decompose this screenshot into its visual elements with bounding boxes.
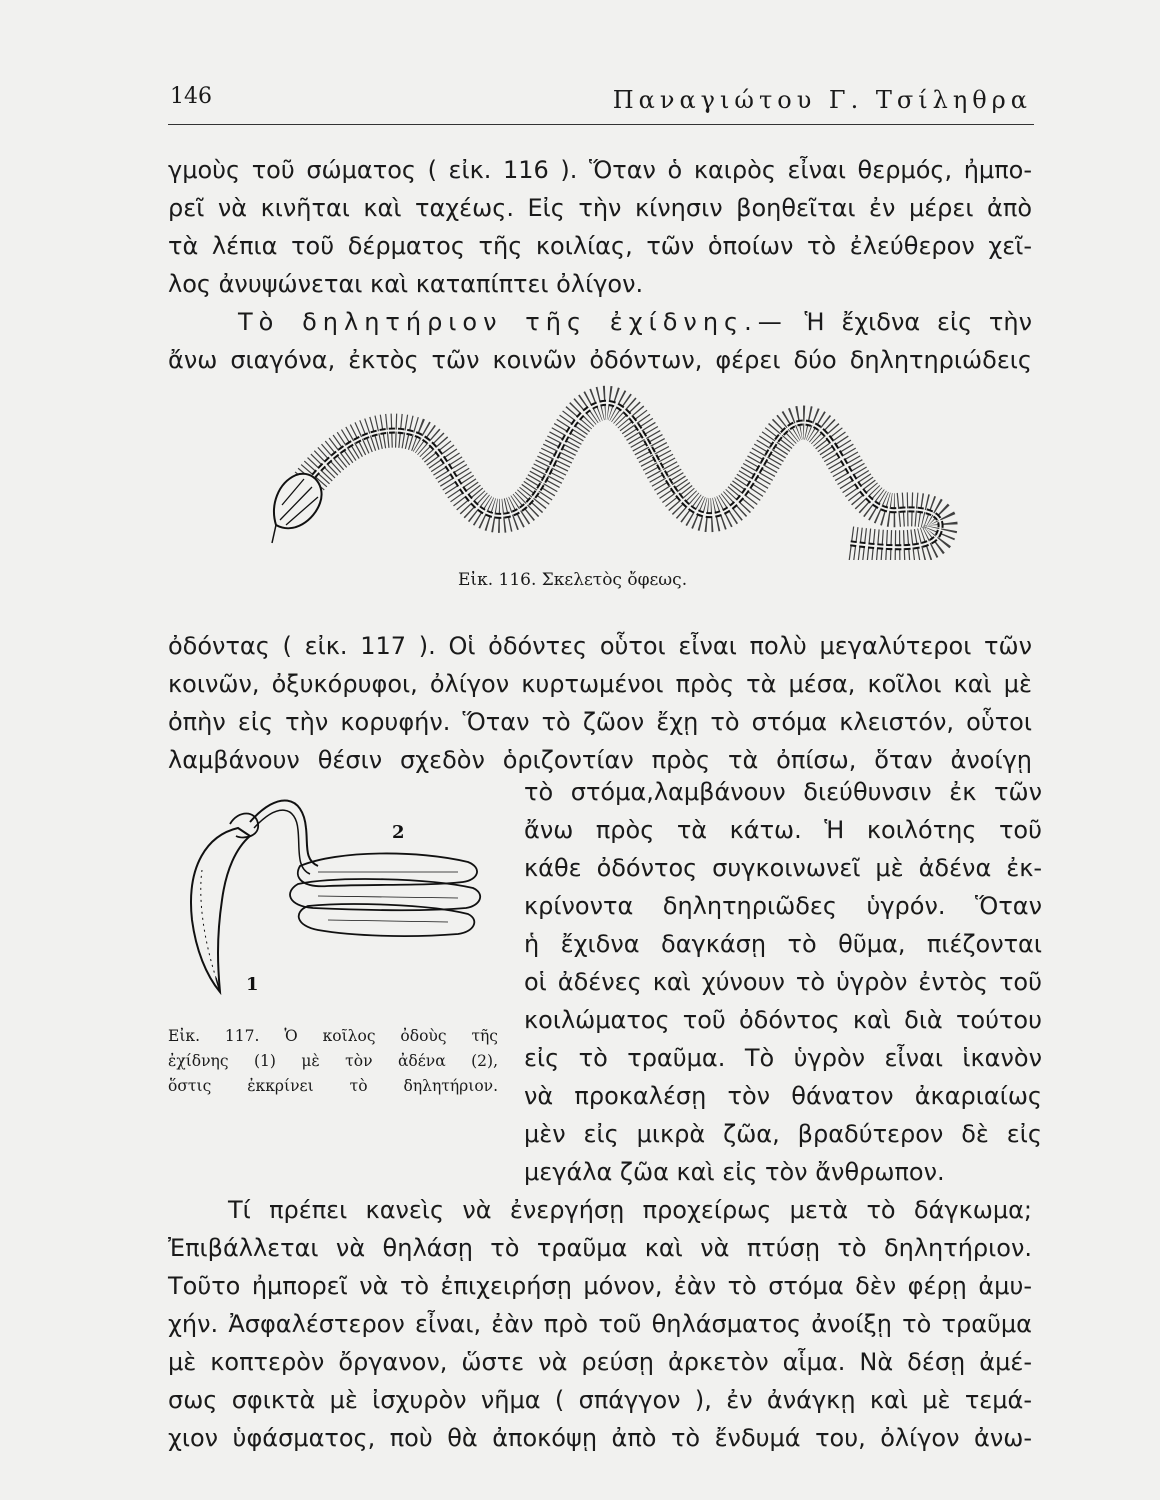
- text-line: τὰ λέπια τοῦ δέρματος τῆς κοιλίας, τῶν ὁποίων τὸ ἐλεύθερον χεῖ-: [168, 232, 1032, 260]
- figure-117-caption-line: Εἰκ. 117. Ὁ κοῖλος ὀδοὺς τῆς: [168, 1027, 498, 1045]
- section-heading: Τὸ δηλητήριον τῆς ἐχίδνης.—: [238, 308, 788, 336]
- snake-skeleton-figure: [268, 375, 958, 560]
- text-line: μὲν εἰς μικρὰ ζῶα, βραδύτερον δὲ εἰς: [524, 1120, 1042, 1148]
- text-line: κοινῶν, ὀξυκόρυφοι, ὀλίγον κυρτωμένοι πρὸς τὰ μέσα, κοῖλοι καὶ μὲ: [168, 670, 1032, 698]
- text-line: εἰς τὸ τραῦμα. Τὸ ὑγρὸν εἶναι ἱκανὸν: [524, 1044, 1042, 1072]
- text-line: νὰ προκαλέσῃ τὸν θάνατον ἀκαριαίως: [524, 1082, 1042, 1110]
- fang-gland-figure: [178, 780, 498, 995]
- text-line: Τοῦτο ἠμπορεῖ νὰ τὸ ἐπιχειρήσῃ μόνον, ἐὰν τὸ στόμα δὲν φέρῃ ἀμυ-: [168, 1272, 1032, 1300]
- text-line: χιον ὑφάσματος, ποὺ θὰ ἀποκόψῃ ἀπὸ τὸ ἔνδυμά του, ὀλίγον ἀνω-: [168, 1424, 1032, 1452]
- text-line: τὸ στόμα,λαμβάνουν διεύθυνσιν ἐκ τῶν: [524, 778, 1042, 806]
- text-line: μὲ κοπτερὸν ὄργανον, ὥστε νὰ ρεύσῃ ἀρκετὸν αἷμα. Νὰ δέσῃ ἀμέ-: [168, 1348, 1032, 1376]
- figure-label-2: 2: [392, 822, 405, 843]
- text-line: Τί πρέπει κανεὶς νὰ ἐνεργήσῃ προχείρως μετὰ τὸ δάγκωμα;: [228, 1196, 1032, 1224]
- figure-117-caption-line: ὅστις ἐκκρίνει τὸ δηλητήριον.: [168, 1077, 498, 1095]
- text-line: κάθε ὀδόντος συγκοινωνεῖ μὲ ἀδένα ἐκ-: [524, 854, 1042, 882]
- section-heading-line: [238, 303, 1032, 341]
- text-line: κρίνοντα δηλητηριῶδες ὑγρόν. Ὅταν: [524, 892, 1042, 920]
- text-line: κοιλώματος τοῦ ὀδόντος καὶ διὰ τούτου: [524, 1006, 1042, 1034]
- figure-label-1: 1: [246, 974, 259, 995]
- text-line: ρεῖ νὰ κινῆται καὶ ταχέως. Εἰς τὴν κίνησιν βοηθεῖται ἐν μέρει ἀπὸ: [168, 194, 1032, 222]
- fang-drawing: [191, 814, 258, 993]
- text-line: λος ἀνυψώνεται καὶ καταπίπτει ὀλίγον.: [168, 270, 644, 298]
- text-line: ὀπὴν εἰς τὴν κορυφήν. Ὅταν τὸ ζῶον ἔχῃ τὸ στόμα κλειστόν, οὗτοι: [168, 708, 1032, 736]
- running-title: Παναγιώτου Γ. Τσίληθρα: [612, 86, 1032, 114]
- text-line: γμοὺς τοῦ σώματος ( εἰκ. 116 ). Ὅταν ὁ καιρὸς εἶναι θερμός, ἠμπο-: [168, 156, 1032, 184]
- text-line: λαμβάνουν θέσιν σχεδὸν ὁριζοντίαν πρὸς τὰ ὀπίσω, ὅταν ἀνοίγῃ: [168, 746, 1032, 774]
- header-rule: [168, 124, 1034, 125]
- section-heading-rest: Ἡ ἔχιδνα εἰς τὴν: [804, 308, 1032, 336]
- text-line: οἱ ἀδένες καὶ χύνουν τὸ ὑγρὸν ἐντὸς τοῦ: [524, 968, 1042, 996]
- text-line: σως σφικτὰ μὲ ἰσχυρὸν νῆμα ( σπάγγον ), ἐν ἀνάγκῃ καὶ μὲ τεμά-: [168, 1386, 1032, 1414]
- figure-117-caption-line: ἐχίδνης (1) μὲ τὸν ἀδένα (2),: [168, 1052, 498, 1070]
- page-number: 146: [170, 84, 212, 109]
- text-line: μεγάλα ζῶα καὶ εἰς τὸν ἄνθρωπον.: [524, 1158, 945, 1186]
- text-line: χήν. Ἀσφαλέστερον εἶναι, ἐὰν πρὸ τοῦ θηλάσματος ἀνοίξῃ τὸ τραῦμα: [168, 1310, 1032, 1338]
- venom-gland-drawing: [250, 800, 480, 936]
- snake-skull: [272, 474, 322, 543]
- text-line: ἄνω πρὸς τὰ κάτω. Ἡ κοιλότης τοῦ: [524, 816, 1042, 844]
- text-line: ἄνω σιαγόνα, ἐκτὸς τῶν κοινῶν ὀδόντων, φέρει δύο δηλητηριώδεις: [168, 346, 1032, 374]
- text-line: ὀδόντας ( εἰκ. 117 ). Οἱ ὀδόντες οὗτοι εἶναι πολὺ μεγαλύτεροι τῶν: [168, 632, 1032, 660]
- text-line: Ἐπιβάλλεται νὰ θηλάσῃ τὸ τραῦμα καὶ νὰ πτύσῃ τὸ δηλητήριον.: [168, 1234, 1032, 1262]
- text-line: ἡ ἔχιδνα δαγκάσῃ τὸ θῦμα, πιέζονται: [524, 930, 1042, 958]
- figure-116-caption: Εἰκ. 116. Σκελετὸς ὄφεως.: [458, 570, 688, 590]
